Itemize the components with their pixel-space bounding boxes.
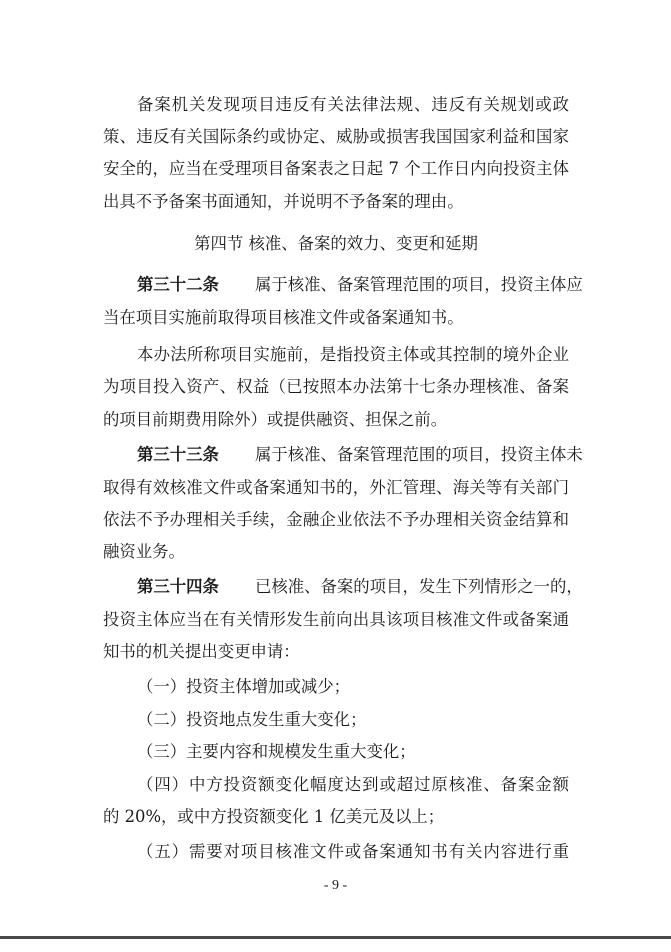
list-item-text: 投资地点发生重大变化； bbox=[186, 710, 367, 729]
article-title: 第三十四条 bbox=[137, 577, 219, 596]
article-title: 第三十三条 bbox=[137, 445, 219, 464]
page-number: - 9 - bbox=[323, 878, 348, 893]
article-text: 属于核准、备案管理范围的项目，投资主体应 bbox=[254, 275, 583, 294]
article-line: 取得有效核准文件或备案通知书的，外汇管理、海关等有关部门 bbox=[103, 478, 569, 497]
paragraph-line: 策、违反有关国际条约或协定、威胁或损害我国国家利益和国家 bbox=[103, 127, 569, 146]
paragraph-line: 的项目前期费用除外）或提供融资、担保之前。 bbox=[103, 410, 448, 429]
paragraph-line: 本办法所称项目实施前，是指投资主体或其控制的境外企业 bbox=[137, 345, 569, 364]
article-text: 属于核准、备案管理范围的项目，投资主体未 bbox=[254, 445, 583, 464]
list-item bbox=[137, 837, 569, 867]
list-item-number: （四） bbox=[137, 775, 189, 794]
list-item-text: 中方投资额变化幅度达到或超过原核准、备案金额 bbox=[188, 775, 570, 794]
paragraph-line: 出具不予备案书面通知，并说明不予备案的理由。 bbox=[103, 192, 464, 211]
list-item-number: （二） bbox=[137, 710, 187, 729]
article-line: 依法不予办理相关手续，金融企业依法不予办理相关资金结算和 bbox=[103, 510, 569, 529]
list-item-number: （三） bbox=[137, 742, 187, 761]
article-title: 第三十二条 bbox=[137, 275, 219, 294]
article-line: 投资主体应当在有关情形发生前向出具该项目核准文件或备案通 bbox=[103, 610, 569, 629]
list-item bbox=[137, 737, 569, 767]
paragraph-line: 备案机关发现项目违反有关法律法规、违反有关规划或政 bbox=[137, 95, 569, 114]
paragraph-line: 安全的，应当在受理项目备案表之日起 7 个工作日内向投资主体 bbox=[103, 159, 569, 178]
list-item bbox=[137, 705, 569, 735]
article-line: 知书的机关提出变更申请： bbox=[103, 642, 300, 661]
article-line: 当在项目实施前取得项目核准文件或备案通知书。 bbox=[103, 308, 464, 327]
article-line bbox=[137, 572, 583, 602]
list-item-text: 需要对项目核准文件或备案通知书有关内容进行重 bbox=[188, 842, 570, 861]
list-item-continuation: 的 20%，或中方投资额变化 1 亿美元及以上； bbox=[103, 807, 445, 826]
article-line: 融资业务。 bbox=[103, 542, 185, 561]
paragraph-line: 为项目投入资产、权益（已按照本办法第十七条办理核准、备案 bbox=[103, 377, 569, 396]
list-item bbox=[137, 770, 569, 800]
section-heading: 第四节 核准、备案的效力、变更和延期 bbox=[194, 234, 478, 253]
page-bottom-divider bbox=[0, 936, 671, 939]
list-item-number: （一） bbox=[137, 677, 187, 696]
list-item-text: 主要内容和规模发生重大变化； bbox=[186, 742, 416, 761]
list-item-text: 投资主体增加或减少； bbox=[186, 677, 351, 696]
article-text: 已核准、备案的项目，发生下列情形之一的， bbox=[254, 577, 583, 596]
list-item-number: （五） bbox=[137, 842, 189, 861]
article-line bbox=[137, 270, 583, 300]
list-item bbox=[137, 672, 569, 702]
article-line bbox=[137, 440, 583, 470]
